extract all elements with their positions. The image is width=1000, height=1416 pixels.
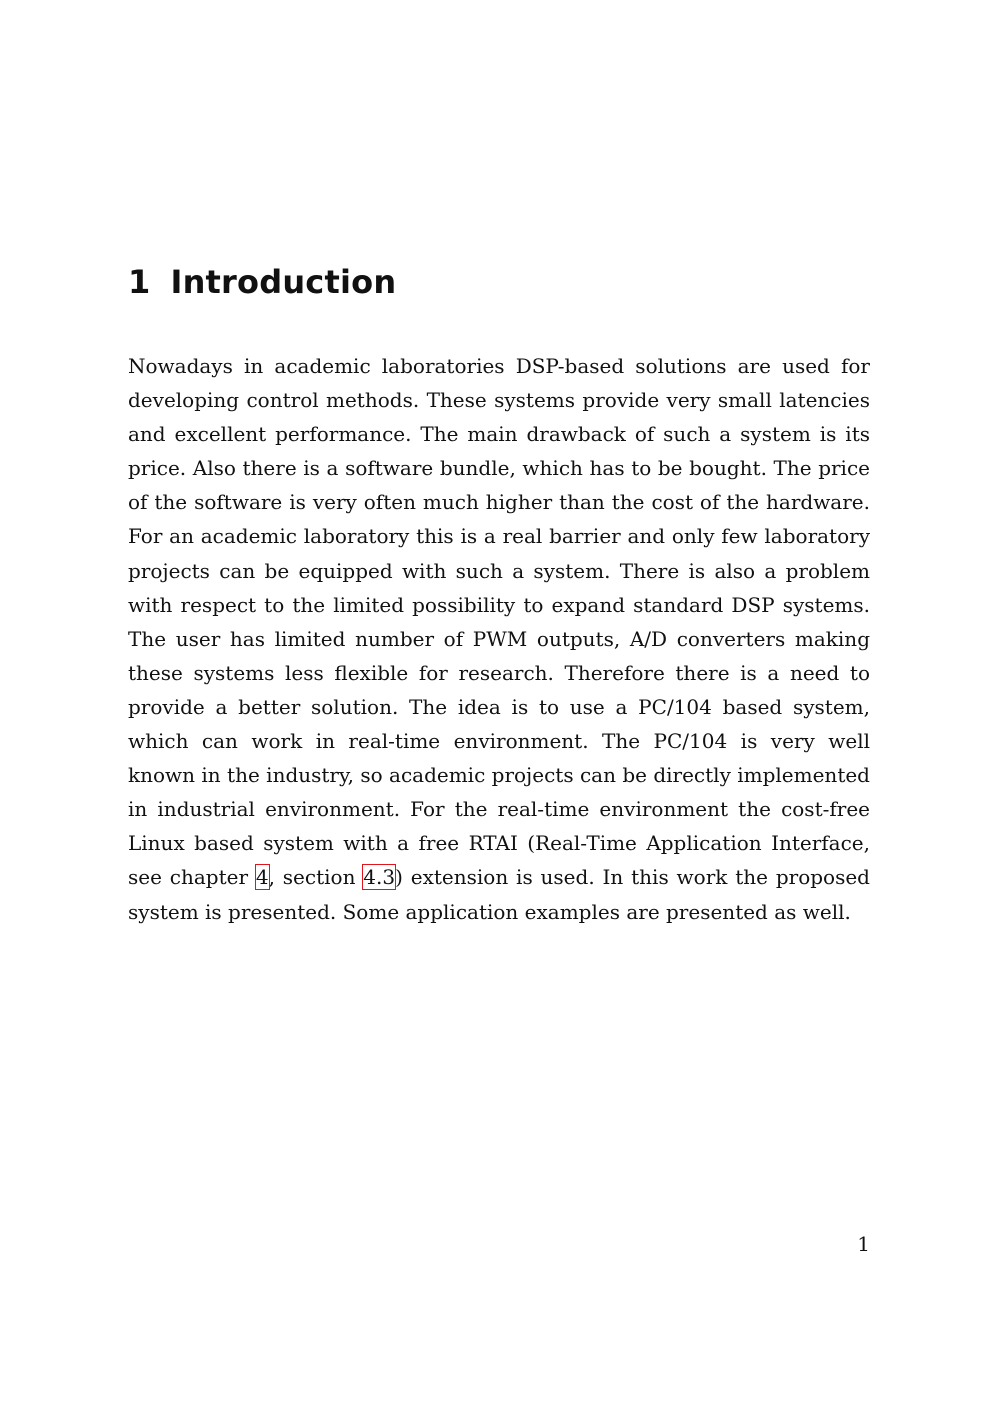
paragraph-line: in industrial environment. For the real-time environment the cost-free [128, 797, 870, 822]
paragraph-line: Nowadays in academic laboratories DSP-based solutions are used for [128, 354, 870, 378]
paragraph-line: and excellent performance. The main drawback of such a system is its [128, 422, 870, 447]
section-number: 1 [128, 263, 151, 301]
paragraph-last-line: system is presented. Some application examples are presented as well. [128, 899, 851, 924]
section-heading [128, 258, 396, 306]
page-number: 1 [857, 1232, 870, 1256]
ref-line-text-middle: , section [268, 865, 364, 890]
paragraph-line: of the software is very often much higher than the cost of the hardware. [128, 490, 870, 515]
paragraph-line: developing control methods. These systems provide very small latencies [128, 388, 870, 413]
paragraph-line: The user has limited number of PWM outputs, A/D converters making [128, 626, 870, 651]
paragraph-line: price. Also there is a software bundle, which has to be bought. The price [128, 456, 870, 481]
paragraph-line: projects can be equipped with such a system. There is also a problem [128, 558, 870, 583]
intro-paragraph [128, 349, 870, 929]
paragraph-line: known in the industry, so academic projects can be directly implemented [128, 763, 870, 788]
section-title: Introduction [170, 263, 397, 301]
paragraph-line: with respect to the limited possibility to expand standard DSP systems. [128, 592, 870, 617]
paragraph-line: provide a better solution. The idea is to use a PC/104 based system, [128, 694, 870, 719]
section-ref-link[interactable]: 4.3 [363, 865, 396, 890]
paragraph-line: which can work in real-time environment. The PC/104 is very well [128, 729, 870, 754]
ref-line-text-after: ) extension is used. In this work the proposed [395, 865, 870, 890]
paragraph-line: these systems less flexible for research. Therefore there is a need to [128, 660, 870, 685]
paragraph-line: For an academic laboratory this is a real barrier and only few laboratory [128, 524, 870, 549]
chapter-ref-link[interactable]: 4 [255, 865, 269, 890]
ref-line-text-before: see chapter [128, 865, 256, 890]
paragraph-line-with-refs [128, 860, 870, 894]
paragraph-line: Linux based system with a free RTAI (Real-Time Application Interface, [128, 831, 870, 856]
